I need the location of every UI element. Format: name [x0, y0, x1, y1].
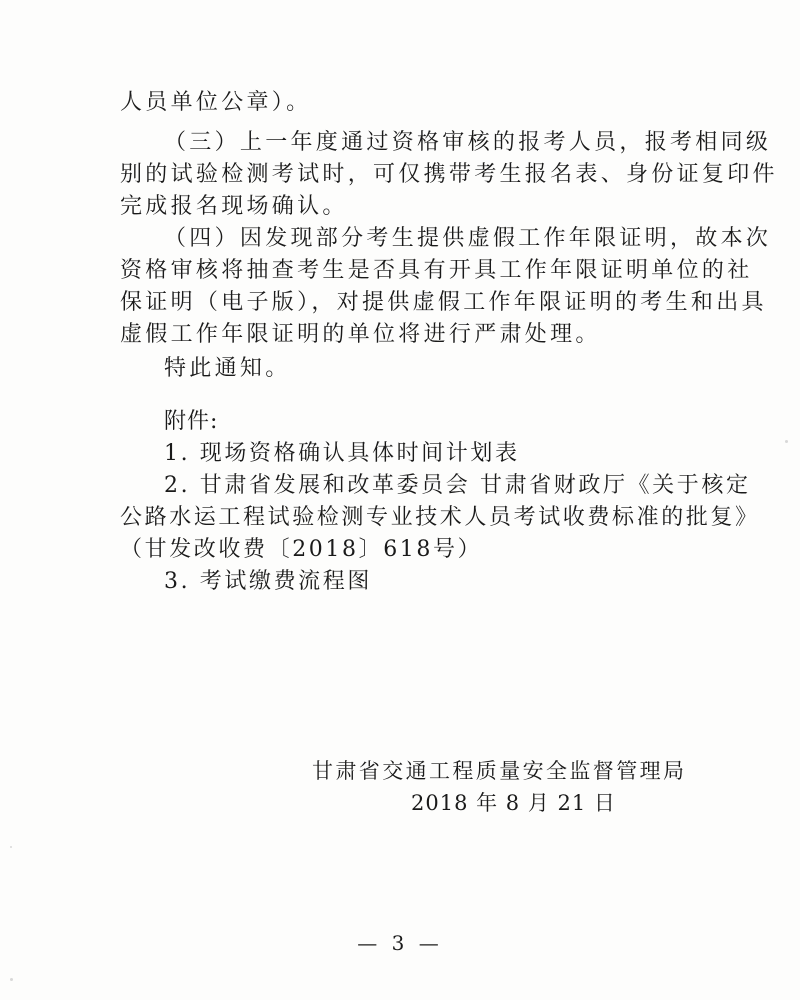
- issue-date: 2018 年 8 月 21 日: [411, 791, 616, 815]
- page-number: — 3 —: [357, 931, 443, 955]
- attachment-item: 公路水运工程试验检测专业技术人员考试收费标准的批复》: [120, 505, 760, 530]
- attachment-item: （甘发改收费〔2018〕618号）: [120, 537, 483, 562]
- body-line: 别的试验检测考试时，可仅携带考生报名表、身份证复印件: [120, 162, 778, 187]
- attachment-item: 1. 现场资格确认具体时间计划表: [164, 441, 520, 466]
- body-line: 保证明（电子版），对提供虚假工作年限证明的考生和出具: [120, 290, 767, 315]
- scan-speck: [10, 978, 13, 981]
- body-line: （四）因发现部分考生提供虚假工作年限证明，故本次: [164, 226, 772, 251]
- attachment-item: 3. 考试缴费流程图: [164, 569, 372, 594]
- body-line: 完成报名现场确认。: [120, 194, 348, 219]
- body-line: 虚假工作年限证明的单位将进行严肃处理。: [120, 322, 601, 347]
- body-line: （三）上一年度通过资格审核的报考人员，报考相同级: [164, 130, 772, 155]
- attachment-item: 2. 甘肃省发展和改革委员会 甘肃省财政厅《关于核定: [164, 473, 751, 498]
- closing-line: 特此通知。: [164, 356, 291, 381]
- body-line: 资格审核将抽查考生是否具有开具工作年限证明单位的社: [120, 258, 753, 283]
- scan-speck: [10, 846, 12, 848]
- scan-speck: [785, 440, 788, 443]
- issuer-name: 甘肃省交通工程质量安全监督管理局: [312, 759, 687, 783]
- body-line: 人员单位公章）。: [120, 90, 312, 115]
- attachments-heading: 附件:: [164, 409, 219, 434]
